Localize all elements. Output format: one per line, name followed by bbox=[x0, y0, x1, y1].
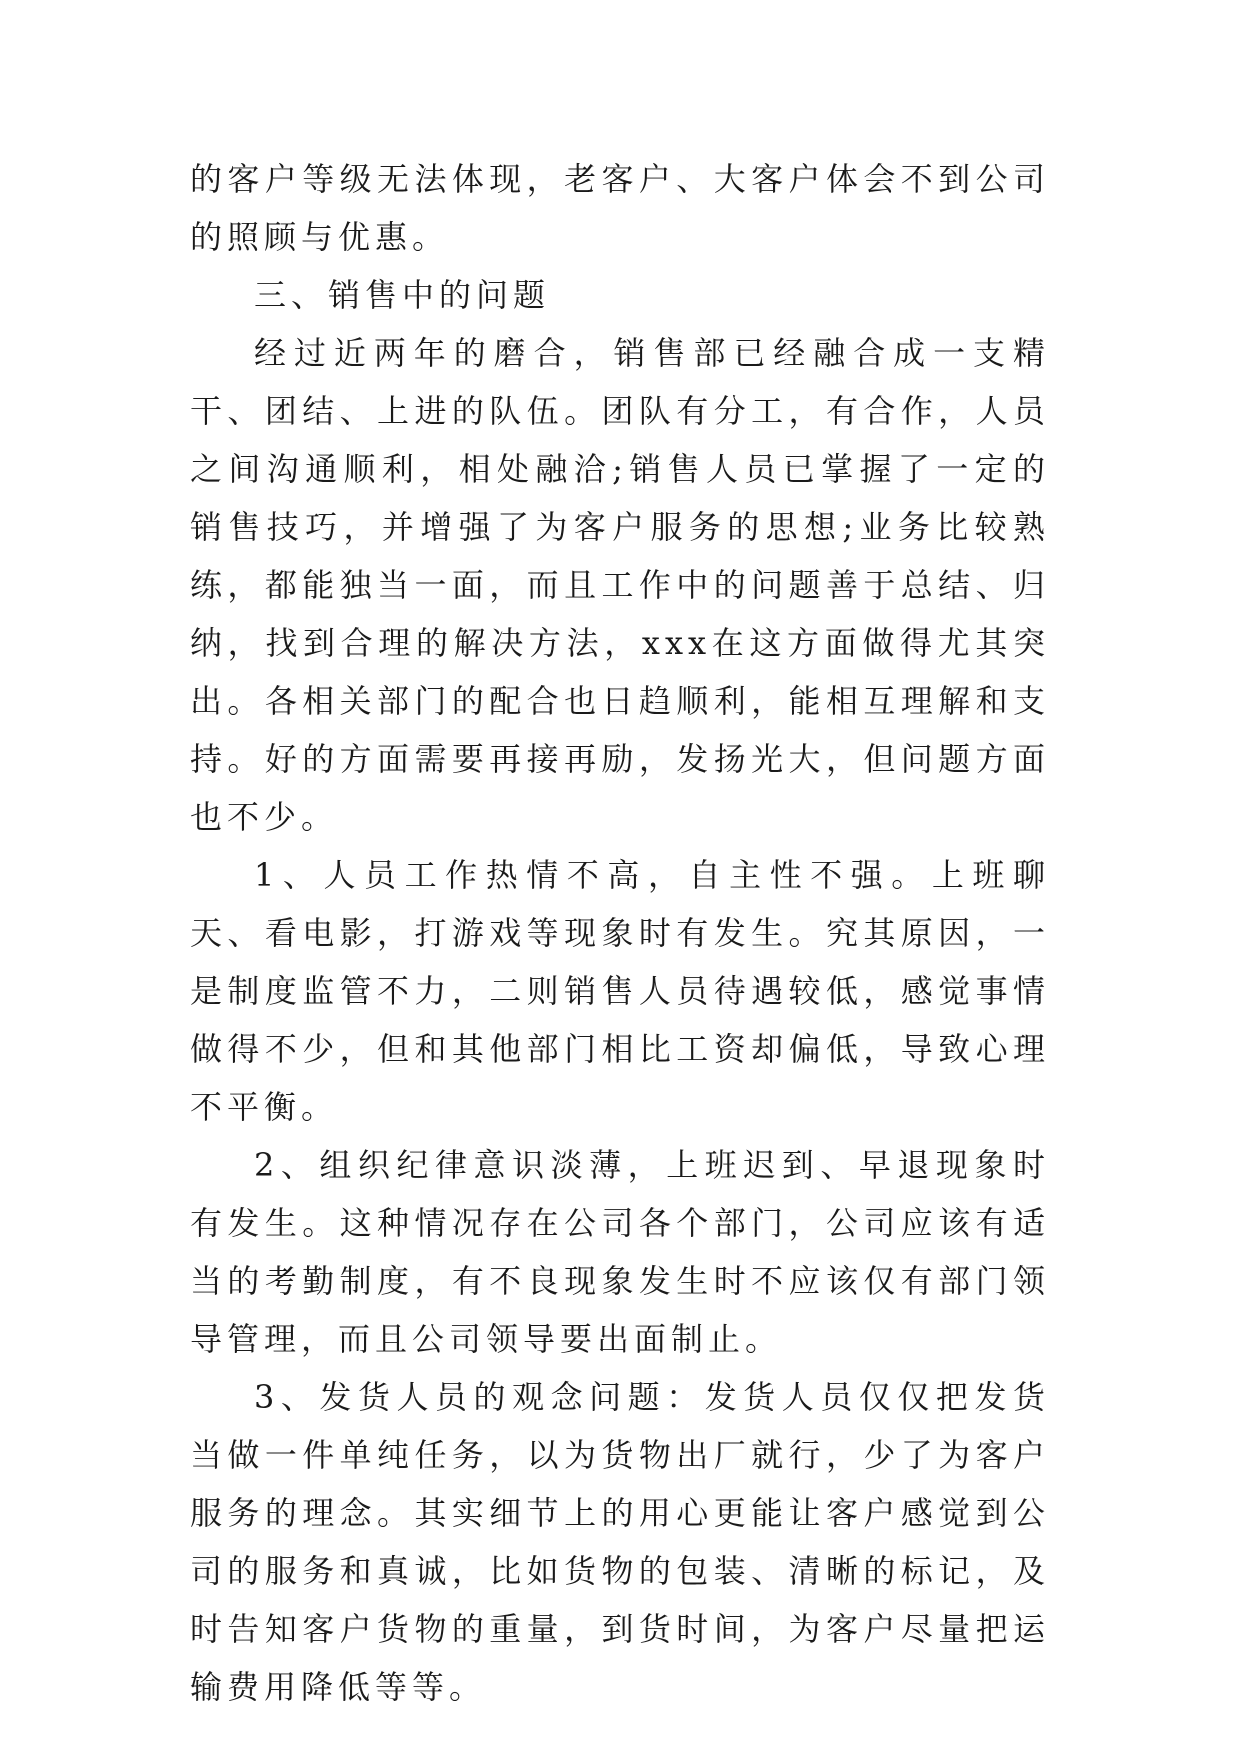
paragraph-sales-team: 经过近两年的磨合，销售部已经融合成一支精干、团结、上进的队伍。团队有分工，有合作，人员之间沟通顺利，相处融洽;销售人员已掌握了一定的销售技巧，并增强了为客户服务的思想;业务比较熟练，都能独当一面，而且工作中的问题善于总结、归纳，找到合理的解决方法，xxx在这方面做得尤其突出。各相关部门的配合也日趋顺利，能相互理解和支持。好的方面需要再接再励，发扬光大，但问题方面也不少。 bbox=[190, 334, 1050, 836]
paragraph-issue-1: 1、人员工作热情不高，自主性不强。上班聊天、看电影，打游戏等现象时有发生。究其原因，一是制度监管不力，二则销售人员待遇较低，感觉事情做得不少，但和其他部门相比工资却偏低，导致心理不平衡。 bbox=[190, 856, 1050, 1126]
paragraph-issue-3: 3、发货人员的观念问题：发货人员仅仅把发货当做一件单纯任务，以为货物出厂就行，少了为客户服务的理念。其实细节上的用心更能让客户感觉到公司的服务和真诚，比如货物的包装、清晰的标记，及时告知客户货物的重量，到货时间，为客户尽量把运输费用降低等等。 bbox=[190, 1378, 1050, 1706]
paragraph-issue-2: 2、组织纪律意识淡薄，上班迟到、早退现象时有发生。这种情况存在公司各个部门，公司应该有适当的考勤制度，有不良现象发生时不应该仅有部门领导管理，而且公司领导要出面制止。 bbox=[190, 1146, 1050, 1358]
document-body bbox=[190, 150, 1050, 1716]
section-heading: 三、销售中的问题 bbox=[254, 276, 551, 314]
paragraph-continuation: 的客户等级无法体现，老客户、大客户体会不到公司的照顾与优惠。 bbox=[190, 160, 1050, 256]
